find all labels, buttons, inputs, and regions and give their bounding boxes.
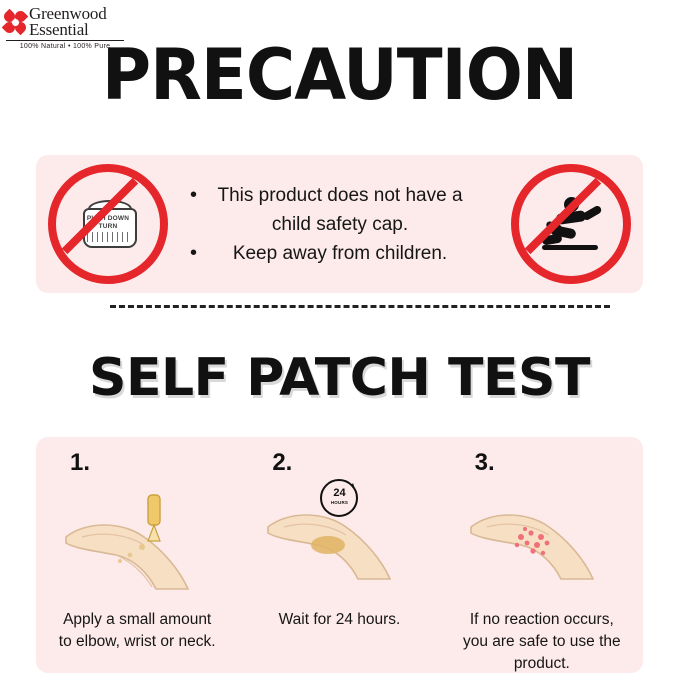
no-child-safety-cap-icon <box>48 164 168 284</box>
list-item <box>186 239 493 268</box>
section-divider <box>110 305 610 308</box>
precaution-panel <box>36 155 643 293</box>
dropper-on-arm-icon <box>44 485 230 605</box>
patch-test-panel <box>36 437 643 673</box>
precaution-bullet-list <box>180 181 499 268</box>
precaution-bullet-1: This product does not have a child safety cap. <box>217 184 463 235</box>
24-hours-clock-icon <box>246 485 432 605</box>
cap-label: PUSH DOWN TURN <box>86 215 130 230</box>
precaution-bullet-2: Keep away from children. <box>232 242 448 264</box>
bullet-icon: • <box>190 241 198 264</box>
patch-step-3 <box>441 437 643 673</box>
rash-free-arm-icon <box>449 485 635 605</box>
page-title-self-patch-test: SELF PATCH TEST <box>89 348 590 408</box>
clock-badge <box>320 479 358 517</box>
patch-step-2 <box>238 437 440 673</box>
step-caption-2: Wait for 24 hours. <box>278 611 401 628</box>
list-item <box>186 181 493 239</box>
step-number-2: 2. <box>272 449 293 476</box>
step-number-1: 1. <box>70 449 91 476</box>
brand-name-line2: Essential <box>29 20 89 39</box>
no-children-icon <box>511 164 631 284</box>
bullet-icon: • <box>190 183 198 206</box>
step-caption-3: If no reaction occurs, you are safe to use the product. <box>462 611 621 672</box>
clock-value: 24 <box>333 487 346 499</box>
clock-unit: HOURS <box>330 500 349 505</box>
brand-name-line1: Greenwood <box>29 4 107 23</box>
patch-step-1 <box>36 437 238 673</box>
flower-icon <box>4 11 26 33</box>
step-number-3: 3. <box>474 449 495 476</box>
brand-tagline: 100% Natural • 100% Pure <box>19 43 111 50</box>
step-caption-1: Apply a small amount to elbow, wrist or neck. <box>58 611 216 650</box>
page-title-precaution: PRECAUTION <box>101 34 578 116</box>
